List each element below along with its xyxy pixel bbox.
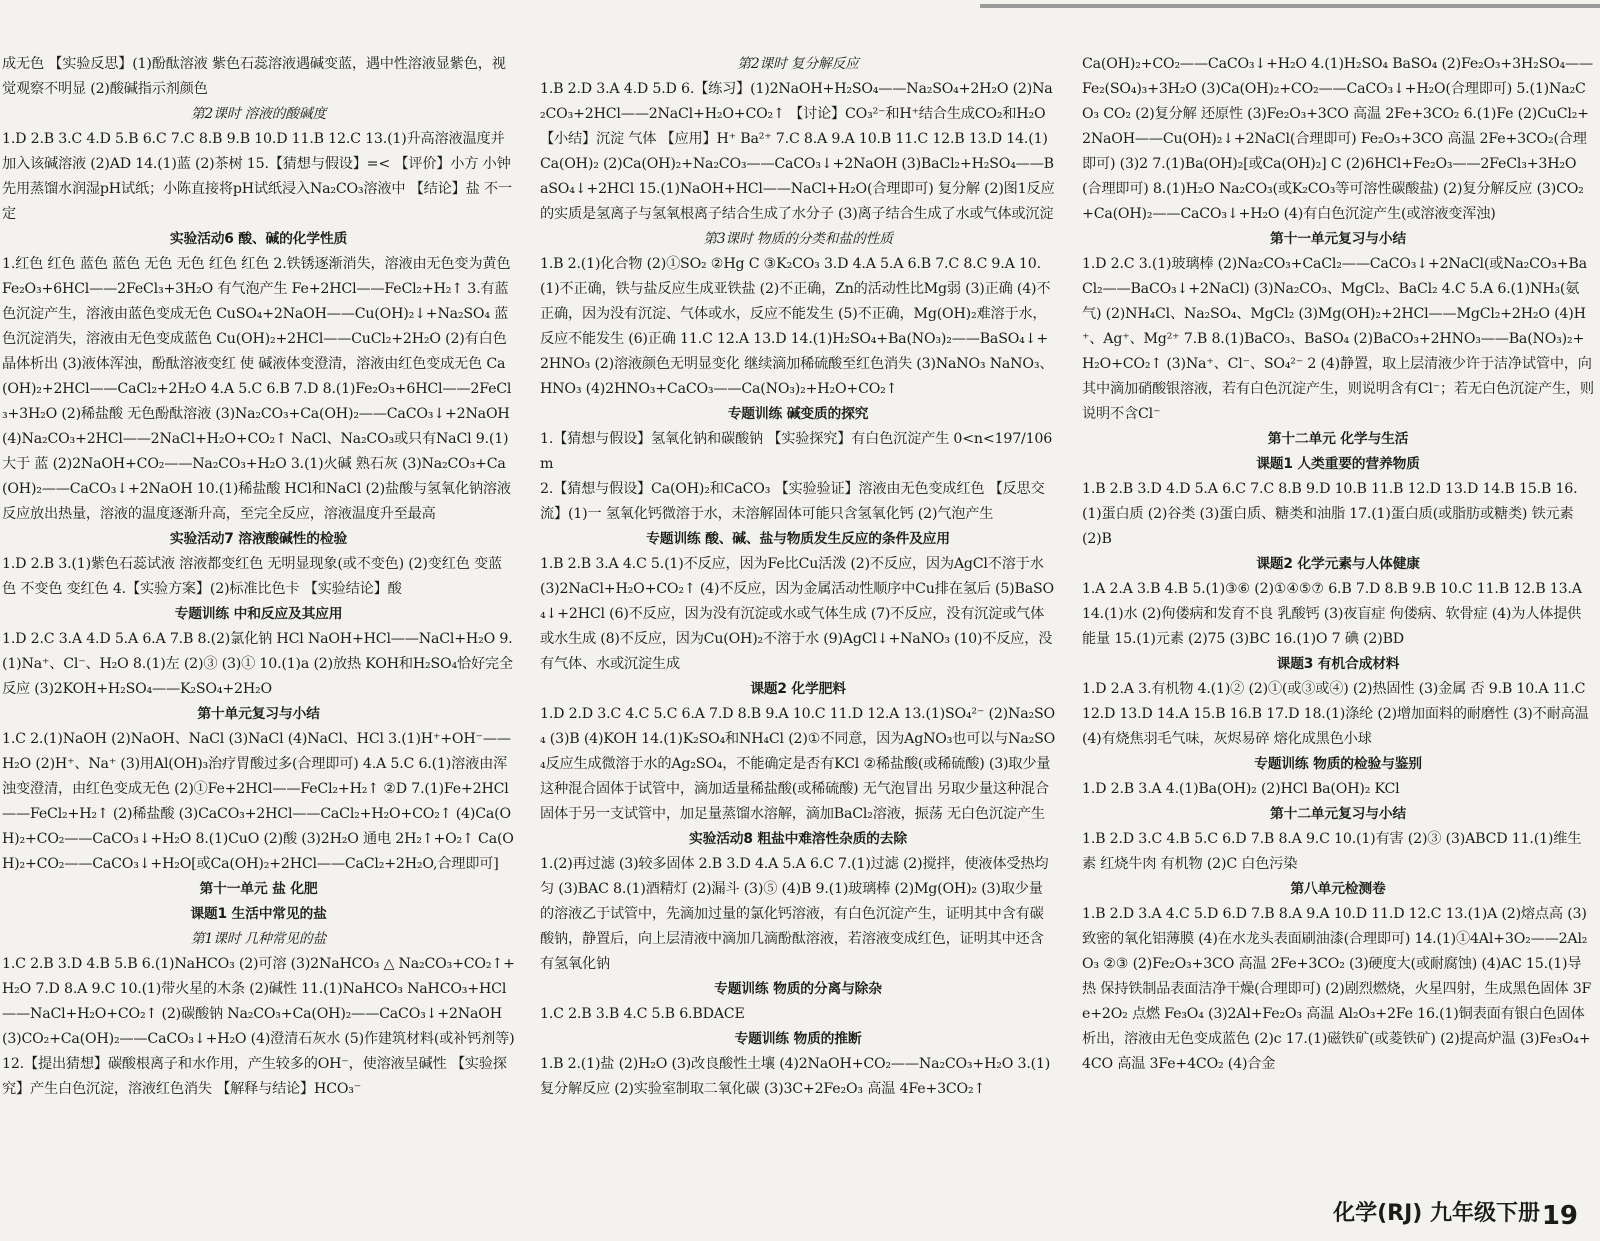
answer-paragraph: 1.B 2.D 3.A 4.D 5.D 6.【练习】(1)2NaOH+H₂SO₄——Na₂SO₄+2H₂O (2)Na₂CO₃+2HCl——2NaCl+H₂O+CO₂↑ 【讨论】CO₃²⁻和H⁺结合生成CO₂和H₂O 【小结】沉淀 气体 【应用】H⁺ Ba²⁺ 7.C 8.A 9.A 10.B 11.C 12.B 13.D 14.(1)Ca(OH)₂ (2)Ca(OH)₂+Na₂CO₃——CaCO₃↓+2NaOH (3)BaCl₂+H₂SO₄——BaSO₄↓+2HCl 15.(1)NaOH+HCl——NaCl+H₂O(合理即可) 复分解 (2)图1反应的实质是氢离子与氢氧根离子结合生成了水分子 (3)离子结合生成了水或气体或沉淀	[540, 81, 1055, 222]
section-heading: 第2课时 溶液的酸碱度	[190, 106, 327, 122]
section-heading: 第1课时 几种常见的盐	[190, 931, 327, 947]
answer-paragraph: 成无色 【实验反思】(1)酚酞溶液 紫色石蕊溶液遇碱变蓝，遇中性溶液显紫色，视觉观察不明显 (2)酸碱指示剂颜色	[2, 56, 506, 97]
answer-paragraph: 1.A 2.A 3.B 4.B 5.(1)③⑥ (2)①④⑤⑦ 6.B 7.D 8.B 9.B 10.C 11.B 12.B 13.A 14.(1)水 (2)佝偻病和发育不良 乳酸钙 (3)夜盲症 佝偻病、软骨症 (4)为人体提供能量 15.(1)元素 (2)75 (3)BC 16.(1)O 7 碘 (2)BD	[1082, 581, 1587, 647]
section-heading: 课题2 化学肥料	[750, 681, 846, 697]
section-heading: 课题1 人类重要的营养物质	[1256, 456, 1420, 472]
page-number: 19	[1541, 1201, 1578, 1231]
section-heading: 实验活动6 酸、碱的化学性质	[169, 231, 348, 247]
section-heading: 课题2 化学元素与人体健康	[1256, 556, 1420, 572]
section-heading: 专题训练 物质的推断	[734, 1031, 862, 1047]
answer-paragraph: 1.B 2.D 3.A 4.C 5.D 6.D 7.B 8.A 9.A 10.D 11.D 12.C 13.(1)A (2)熔点高 (3)致密的氧化铝薄膜 (4)在水龙头表面刷油漆(合理即可) 14.(1)①4Al+3O₂——2Al₂O₃ ②③ (2)Fe₂O₃+3CO 高温 2Fe+3CO₂ (3)硬度大(或耐腐蚀) (4)AC 15.(1)导热 保持铁制品表面洁净干燥(合理即可) (2)剧烈燃烧，火星四射，生成黑色固体 3Fe+2O₂ 点燃 Fe₃O₄ (3)2Al+Fe₂O₃ 高温 Al₂O₃+2Fe 16.(1)铜表面有银白色固体析出，溶液由无色变成蓝色 (2)c 17.(1)磁铁矿(或菱铁矿) (2)提高炉温 (3)Fe₃O₄+4CO 高温 3Fe+4CO₂ (4)合金	[1082, 906, 1592, 1072]
column-left	[2, 52, 519, 1102]
section-heading: 专题训练 碱变质的探究	[727, 406, 869, 422]
section-heading: 实验活动8 粗盐中难溶性杂质的去除	[689, 831, 907, 847]
book-title-footer	[1333, 1196, 1540, 1227]
answer-paragraph: 1.D 2.C 3.(1)玻璃棒 (2)Na₂CO₃+CaCl₂——CaCO₃↓+2NaCl(或Na₂CO₃+BaCl₂——BaCO₃↓+2NaCl) (3)Na₂CO₃、MgCl₂、BaCl₂ 4.C 5.A 6.(1)NH₃(氨气) (2)NH₄Cl、Na₂SO₄、MgCl₂ (3)Mg(OH)₂+2HCl——MgCl₂+2H₂O (4)H⁺、Ag⁺、Mg²⁺ 7.B 8.(1)BaCO₃、BaSO₄ (2)BaCO₃+2HNO₃——Ba(NO₃)₂+H₂O+CO₂↑ (3)Na⁺、Cl⁻、SO₄²⁻ 2 (4)静置，取上层清液少许于洁净试管中，向其中滴加硝酸银溶液，若有白色沉淀产生，则说明含有Cl⁻；若无白色沉淀产生，则说明不含Cl⁻	[1082, 256, 1594, 422]
section-heading: 第十一单元 盐 化肥	[199, 881, 318, 897]
answer-paragraph: 1.C 2.B 3.D 4.B 5.B 6.(1)NaHCO₃ (2)可溶 (3)2NaHCO₃ △ Na₂CO₃+CO₂↑+H₂O 7.D 8.A 9.C 10.(1)带火星的木条 (2)碱性 11.(1)NaHCO₃ NaHCO₃+HCl——NaCl+H₂O+CO₂↑ (2)碳酸钠 Na₂CO₃+Ca(OH)₂——CaCO₃↓+2NaOH (3)CO₂+Ca(OH)₂——CaCO₃↓+H₂O (4)澄清石灰水 (5)作建筑材料(或补钙剂等) 12.【提出猜想】碳酸根离子和水作用，产生较多的OH⁻，使溶液呈碱性 【实验探究】产生白色沉淀，溶液红色消失 【解释与结论】HCO₃⁻	[2, 956, 519, 1097]
answer-paragraph: 1.C 2.B 3.B 4.C 5.B 6.BDACE	[540, 1006, 745, 1022]
section-heading: 实验活动7 溶液酸碱性的检验	[169, 531, 348, 547]
section-heading: 专题训练 中和反应及其应用	[174, 606, 343, 622]
answer-paragraph: 1.(2)再过滤 (3)较多固体 2.B 3.D 4.A 5.A 6.C 7.(1)过滤 (2)搅拌，使液体受热均匀 (3)BAC 8.(1)酒精灯 (2)漏斗 (3)⑤ (4)B 9.(1)玻璃棒 (2)Mg(OH)₂ (3)取少量的溶液乙于试管中，先滴加过量的氯化钙溶液，有白色沉淀产生，证明其中含有碳酸钠，静置后，向上层清液中滴加几滴酚酞溶液，若溶液变成红色，证明其中还含有氢氧化钠	[540, 856, 1049, 972]
section-heading: 第3课时 物质的分类和盐的性质	[703, 231, 893, 247]
section-heading: 专题训练 物质的分离与除杂	[714, 981, 882, 997]
section-heading: 课题1 生活中常见的盐	[190, 906, 327, 922]
answer-paragraph: 1.D 2.D 3.C 4.C 5.C 6.A 7.D 8.B 9.A 10.C 11.D 12.A 13.(1)SO₄²⁻ (2)Na₂SO₄ (3)B (4)KOH 14.(1)K₂SO₄和NH₄Cl (2)①不同意，因为AgNO₃也可以与Na₂SO₄反应生成微溶于水的Ag₂SO₄，不能确定是否有KCl ②稀盐酸(或稀硫酸) (3)取少量这种混合固体于试管中，滴加适量稀盐酸(或稀硫酸) 无气泡冒出 另取少量这种混合固体于另一支试管中，加足量蒸馏水溶解，滴加BaCl₂溶液，振荡 无白色沉淀产生	[540, 706, 1056, 822]
section-heading: 第十二单元复习与小结	[1270, 806, 1406, 822]
answer-paragraph: 1.C 2.(1)NaOH (2)NaOH、NaCl (3)NaCl (4)NaCl、HCl 3.(1)H⁺+OH⁻——H₂O (2)H⁺、Na⁺ (3)用Al(OH)₃治疗胃酸过多(合理即可) 4.A 5.C 6.(1)溶液由浑浊变澄清，由红色变成无色 (2)①Fe+2HCl——FeCl₂+H₂↑ ②D 7.(1)Fe+2HCl——FeCl₂+H₂↑ (2)稀盐酸 (3)CaCO₃+2HCl——CaCl₂+H₂O+CO₂↑ (4)Ca(OH)₂+CO₂——CaCO₃↓+H₂O 8.(1)CuO (2)酸 (3)2H₂O 通电 2H₂↑+O₂↑ Ca(OH)₂+CO₂——CaCO₃↓+H₂O[或Ca(OH)₂+2HCl——CaCl₂+2H₂O,合理即可]	[2, 731, 514, 872]
section-heading: 专题训练 物质的检验与鉴别	[1254, 756, 1422, 772]
answer-paragraph: 1.D 2.C 3.A 4.D 5.A 6.A 7.B 8.(2)氯化钠 HCl NaOH+HCl——NaCl+H₂O 9.(1)Na⁺、Cl⁻、H₂O 8.(1)左 (2)③ (3)① 10.(1)a (2)放热 KOH和H₂SO₄恰好完全反应 (3)2KOH+H₂SO₄——K₂SO₄+2H₂O	[2, 631, 513, 697]
answer-paragraph: 1.D 2.B 3.A 4.(1)Ba(OH)₂ (2)HCl Ba(OH)₂ KCl	[1082, 781, 1400, 797]
answer-paragraph: 1.B 2.(1)化合物 (2)①SO₂ ②Hg C ③K₂CO₃ 3.D 4.A 5.A 6.B 7.C 8.C 9.A 10.(1)不正确，铁与盐反应生成亚铁盐 (2)不正确，Zn的活动性比Mg弱 (3)正确 (4)不正确，因为没有沉淀、气体或水，反应不能发生 (5)不正确，Mg(OH)₂难溶于水，反应不能发生 (6)正确 11.C 12.A 13.D 14.(1)H₂SO₄+Ba(NO₃)₂——BaSO₄↓+2HNO₃ (2)溶液颜色无明显变化 继续滴加稀硫酸至红色消失 (3)NaNO₃ NaNO₃、HNO₃ (4)2HNO₃+CaCO₃——Ca(NO₃)₂+H₂O+CO₂↑	[540, 256, 1054, 397]
answer-paragraph: 1.D 2.A 3.有机物 4.(1)② (2)①(或③或④) (2)热固性 (3)金属 否 9.B 10.A 11.C 12.D 13.D 14.A 15.B 16.B 17.D 18.(1)涤纶 (2)增加面料的耐磨性 (3)不耐高温 (4)有烧焦羽毛气味，灰烬易碎 熔化成黑色小球	[1082, 681, 1593, 747]
answer-paragraph: 1.B 2.(1)盐 (2)H₂O (3)改良酸性土壤 (4)2NaOH+CO₂——Na₂CO₃+H₂O 3.(1)复分解反应 (2)实验室制取二氧化碳 (3)3C+2Fe₂O₃ 高温 4Fe+3CO₂↑	[540, 1056, 1051, 1097]
answer-paragraph: 1.B 2.B 3.D 4.D 5.A 6.C 7.C 8.B 9.D 10.B 11.B 12.D 13.D 14.B 15.B 16.(1)蛋白质 (2)谷类 (3)蛋白质、糖类和油脂 17.(1)蛋白质(或脂肪或糖类) 铁元素 (2)B	[1082, 481, 1578, 547]
answer-paragraph: 1.D 2.B 3.(1)紫色石蕊试液 溶液都变红色 无明显现象(或不变色) (2)变红色 变蓝色 不变色 变红色 4.【实验方案】(2)标准比色卡 【实验结论】酸	[2, 556, 503, 597]
answer-paragraph: 1.D 2.B 3.C 4.D 5.B 6.C 7.C 8.B 9.B 10.D 11.B 12.C 13.(1)升高溶液温度并加入该碱溶液 (2)AD 14.(1)蓝 (2)茶树 15.【猜想与假设】=< 【评价】小方 小钟先用蒸馏水润湿pH试纸；小陈直接将pH试纸浸入Na₂CO₃溶液中 【结论】盐 不一定	[2, 131, 512, 222]
column-right	[1082, 52, 1594, 1077]
section-heading: 第2课时 复分解反应	[737, 56, 859, 72]
section-heading: 专题训练 酸、碱、盐与物质发生反应的条件及应用	[646, 531, 950, 547]
section-heading: 课题3 有机合成材料	[1276, 656, 1400, 672]
answer-paragraph: 1.【猜想与假设】氢氧化钠和碳酸钠 【实验探究】有白色沉淀产生 0<n<197/106 m	[540, 431, 1057, 472]
column-middle	[540, 52, 1056, 1102]
footer-label: 化学(RJ) 九年级下册	[1333, 1201, 1540, 1226]
section-heading: 第八单元检测卷	[1290, 881, 1386, 897]
answer-paragraph: Ca(OH)₂+CO₂——CaCO₃↓+H₂O 4.(1)H₂SO₄ BaSO₄ (2)Fe₂O₃+3H₂SO₄——Fe₂(SO₄)₃+3H₂O (3)Ca(OH)₂+CO₂——CaCO₃↓+H₂O(合理即可) 5.(1)Na₂CO₃ CO₂ (2)复分解 还原性 (3)Fe₂O₃+3CO 高温 2Fe+3CO₂ 6.(1)Fe (2)CuCl₂+2NaOH——Cu(OH)₂↓+2NaCl(合理即可) Fe₂O₃+3CO 高温 2Fe+3CO₂(合理即可) (3)2 7.(1)Ba(OH)₂[或Ca(OH)₂] C (2)6HCl+Fe₂O₃——2FeCl₃+3H₂O(合理即可) 8.(1)H₂O Na₂CO₃(或K₂CO₃等可溶性碳酸盐) (2)复分解反应 (3)CO₂+Ca(OH)₂——CaCO₃↓+H₂O (4)有白色沉淀产生(或溶液变浑浊)	[1082, 56, 1594, 222]
answer-paragraph: 1.B 2.D 3.C 4.B 5.C 6.D 7.B 8.A 9.C 10.(1)有害 (2)③ (3)ABCD 11.(1)维生素 红烧牛肉 有机物 (2)C 白色污染	[1082, 831, 1582, 872]
answer-paragraph: 2.【猜想与假设】Ca(OH)₂和CaCO₃ 【实验验证】溶液由无色变成红色 【反思交流】(1)一 氢氧化钙微溶于水，未溶解固体可能只含氢氧化钙 (2)气泡产生	[540, 481, 1045, 522]
answer-paragraph: 1.红色 红色 蓝色 蓝色 无色 无色 红色 红色 2.铁锈逐渐消失，溶液由无色变为黄色 Fe₂O₃+6HCl——2FeCl₃+3H₂O 有气泡产生 Fe+2HCl——FeCl₂+H₂↑ 3.有蓝色沉淀产生，溶液由蓝色变成无色 CuSO₄+2NaOH——Cu(OH)₂↓+Na₂SO₄ 蓝色沉淀消失，溶液由无色变成蓝色 Cu(OH)₂+2HCl——CuCl₂+2H₂O (2)有白色晶体析出 (3)液体浑浊，酚酞溶液变红 使 碱液体变澄清，溶液由红色变成无色 Ca(OH)₂+2HCl——CaCl₂+2H₂O 4.A 5.C 6.B 7.D 8.(1)Fe₂O₃+6HCl——2FeCl₃+3H₂O (2)稀盐酸 无色酚酞溶液 (3)Na₂CO₃+Ca(OH)₂——CaCO₃↓+2NaOH (4)Na₂CO₃+2HCl——2NaCl+H₂O+CO₂↑ NaCl、Na₂CO₃或只有NaCl 9.(1)大于 蓝 (2)2NaOH+CO₂——Na₂CO₃+H₂O 3.(1)火碱 熟石灰 (3)Na₂CO₃+Ca(OH)₂——CaCO₃↓+2NaOH 10.(1)稀盐酸 HCl和NaCl (2)盐酸与氢氧化钠溶液反应放出热量，溶液的温度逐渐升高，至完全反应，溶液温度升至最高	[2, 256, 515, 522]
section-heading: 第十二单元 化学与生活	[1267, 431, 1409, 447]
section-heading: 第十单元复习与小结	[197, 706, 320, 722]
top-rule	[980, 4, 1600, 8]
answer-paragraph: 1.B 2.B 3.A 4.C 5.(1)不反应，因为Fe比Cu活泼 (2)不反应，因为AgCl不溶于水 (3)2NaCl+H₂O+CO₂↑ (4)不反应，因为金属活动性顺序中Cu排在氢后 (5)BaSO₄↓+2HCl (6)不反应，因为没有沉淀或水或气体生成 (7)不反应，没有沉淀或气体或水生成 (8)不反应，因为Cu(OH)₂不溶于水 (9)AgCl↓+NaNO₃ (10)不反应，没有气体、水或沉淀生成	[540, 556, 1054, 672]
section-heading: 第十一单元复习与小结	[1270, 231, 1406, 247]
